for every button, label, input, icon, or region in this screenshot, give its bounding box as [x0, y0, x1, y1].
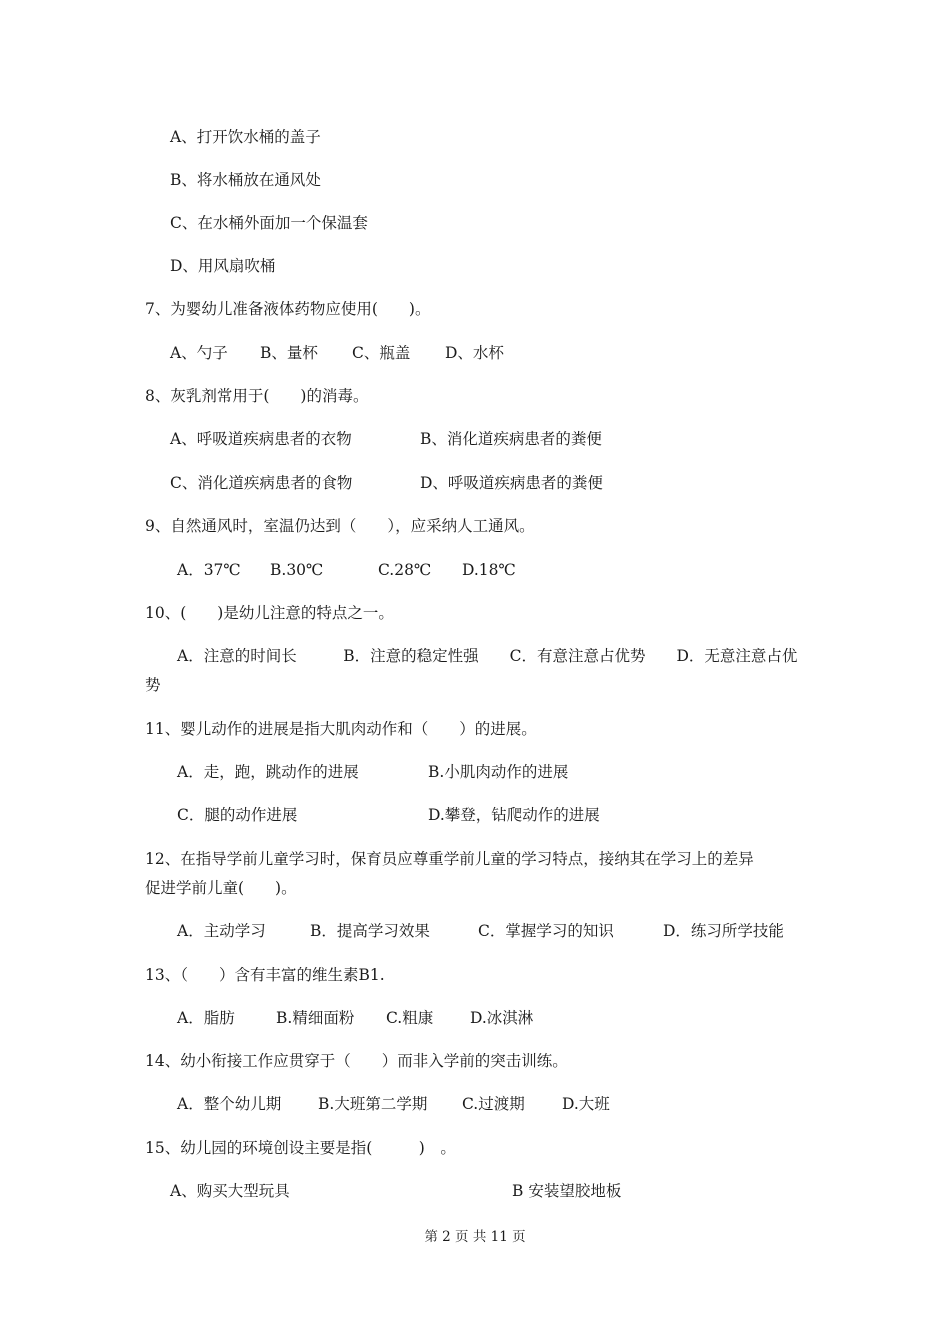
q14-option-d: D.大班	[562, 1095, 610, 1113]
q15-stem: 15、幼儿园的环境创设主要是指( ) 。	[145, 1139, 456, 1157]
q13-option-b: B.精细面粉	[276, 1009, 355, 1027]
q14-option-c: C.过渡期	[462, 1095, 525, 1113]
q12-stem-line1: 12、在指导学前儿童学习时，保育员应尊重学前儿童的学习特点，接纳其在学习上的差异	[145, 850, 754, 868]
q7-option-a: A、勺子	[170, 344, 228, 362]
q6-option-a: A、打开饮水桶的盖子	[170, 128, 321, 146]
q13-option-c: C.粗康	[386, 1009, 434, 1027]
q11-stem: 11、婴儿动作的进展是指大肌肉动作和（ ）的进展。	[145, 720, 537, 738]
q13-stem: 13、（ ）含有丰富的维生素B1.	[145, 966, 385, 984]
q12-option-b: B．提高学习效果	[310, 922, 430, 940]
q6-option-d: D、用风扇吹桶	[170, 257, 276, 275]
q11-option-d: D.攀登，钻爬动作的进展	[428, 806, 600, 824]
q9-option-c: C.28℃	[378, 561, 432, 579]
q7-option-c: C、瓶盖	[352, 344, 411, 362]
q10-stem: 10、( )是幼儿注意的特点之一。	[145, 604, 394, 622]
q6-option-b: B、将水桶放在通风处	[170, 171, 321, 189]
q9-option-d: D.18℃	[462, 561, 516, 579]
q7-option-d: D、水杯	[445, 344, 504, 362]
q14-option-b: B.大班第二学期	[318, 1095, 428, 1113]
q8-option-a: A、呼吸道疾病患者的衣物	[170, 430, 352, 448]
q12-option-c: C．掌握学习的知识	[478, 922, 614, 940]
q7-stem: 7、为婴幼儿准备液体药物应使用( )。	[145, 300, 431, 318]
q12-option-d: D．练习所学技能	[663, 922, 784, 940]
q11-option-c: C．腿的动作进展	[177, 806, 298, 824]
q11-option-b: B.小肌肉动作的进展	[428, 763, 569, 781]
q7-option-b: B、量杯	[260, 344, 318, 362]
q14-option-a: A．整个幼儿期	[177, 1095, 282, 1113]
q10-options: A．注意的时间长 B．注意的稳定性强 C．有意注意占优势 D．无意注意占优势	[145, 647, 798, 694]
q8-option-c: C、消化道疾病患者的食物	[170, 474, 353, 492]
q12-option-a: A．主动学习	[177, 922, 266, 940]
q13-option-a: A．脂肪	[177, 1009, 235, 1027]
q15-option-a: A、购买大型玩具	[170, 1182, 290, 1200]
q8-option-b: B、消化道疾病患者的粪便	[420, 430, 602, 448]
q15-option-b: B 安装望胶地板	[512, 1182, 622, 1200]
q9-option-a: A．37℃	[177, 561, 241, 579]
q9-stem: 9、自然通风时，室温仍达到（ ），应采纳人工通风。	[145, 517, 535, 535]
q9-option-b: B.30℃	[270, 561, 324, 579]
q14-stem: 14、幼小衔接工作应贯穿于（ ）而非入学前的突击训练。	[145, 1052, 568, 1070]
q11-option-a: A．走，跑，跳动作的进展	[177, 763, 359, 781]
q13-option-d: D.冰淇淋	[470, 1009, 534, 1027]
q8-option-d: D、呼吸道疾病患者的粪便	[420, 474, 603, 492]
page-number-footer: 第 2 页 共 11 页	[424, 1229, 526, 1245]
q12-stem-line2: 促进学前儿童( )。	[145, 879, 297, 897]
q8-stem: 8、灰乳剂常用于( )的消毒。	[145, 387, 369, 405]
q6-option-c: C、在水桶外面加一个保温套	[170, 214, 368, 232]
